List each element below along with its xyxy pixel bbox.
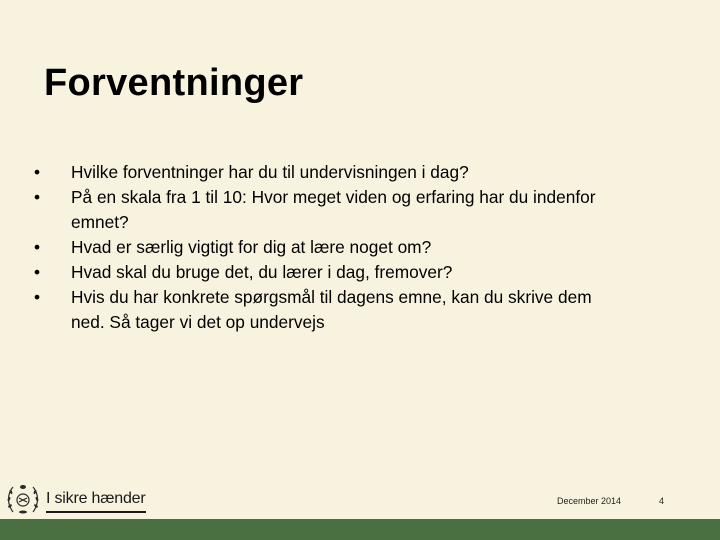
page-number: 4 bbox=[659, 496, 665, 506]
bullet-list bbox=[30, 160, 690, 335]
logo-underline bbox=[46, 511, 146, 513]
bullet-item bbox=[30, 160, 690, 185]
bullet-dot: • bbox=[33, 262, 41, 282]
bullet-line: Hvilke forventninger har du til undervisningen i dag? bbox=[71, 162, 469, 182]
bullet-line: ned. Så tager vi det op undervejs bbox=[71, 312, 325, 332]
bullet-item bbox=[30, 260, 690, 285]
bullet-line: På en skala fra 1 til 10: Hvor meget viden og erfaring har du indenfor bbox=[71, 187, 596, 207]
bullet-line: emnet? bbox=[71, 212, 129, 232]
bullet-dot: • bbox=[33, 237, 41, 257]
bullet-dot: • bbox=[33, 287, 41, 307]
bottom-color-bar bbox=[0, 519, 720, 540]
footer-date: December 2014 bbox=[557, 496, 622, 506]
bullet-line: Hvad er særlig vigtigt for dig at lære noget om? bbox=[71, 237, 432, 257]
bullet-dot: • bbox=[33, 162, 41, 182]
bullet-line: Hvis du har konkrete spørgsmål til dagens emne, kan du skrive dem bbox=[71, 287, 592, 307]
logo-wordmark: I sikre hænder bbox=[46, 490, 146, 507]
bullet-item bbox=[30, 285, 690, 335]
slide-footer bbox=[0, 478, 720, 518]
bullet-item bbox=[30, 185, 690, 235]
bullet-line: Hvad skal du bruge det, du lærer i dag, fremover? bbox=[71, 262, 453, 282]
bullet-item bbox=[30, 235, 690, 260]
bullet-dot: • bbox=[33, 187, 41, 207]
wreath-logo-icon bbox=[5, 482, 41, 516]
slide-title: Forventninger bbox=[44, 62, 304, 104]
